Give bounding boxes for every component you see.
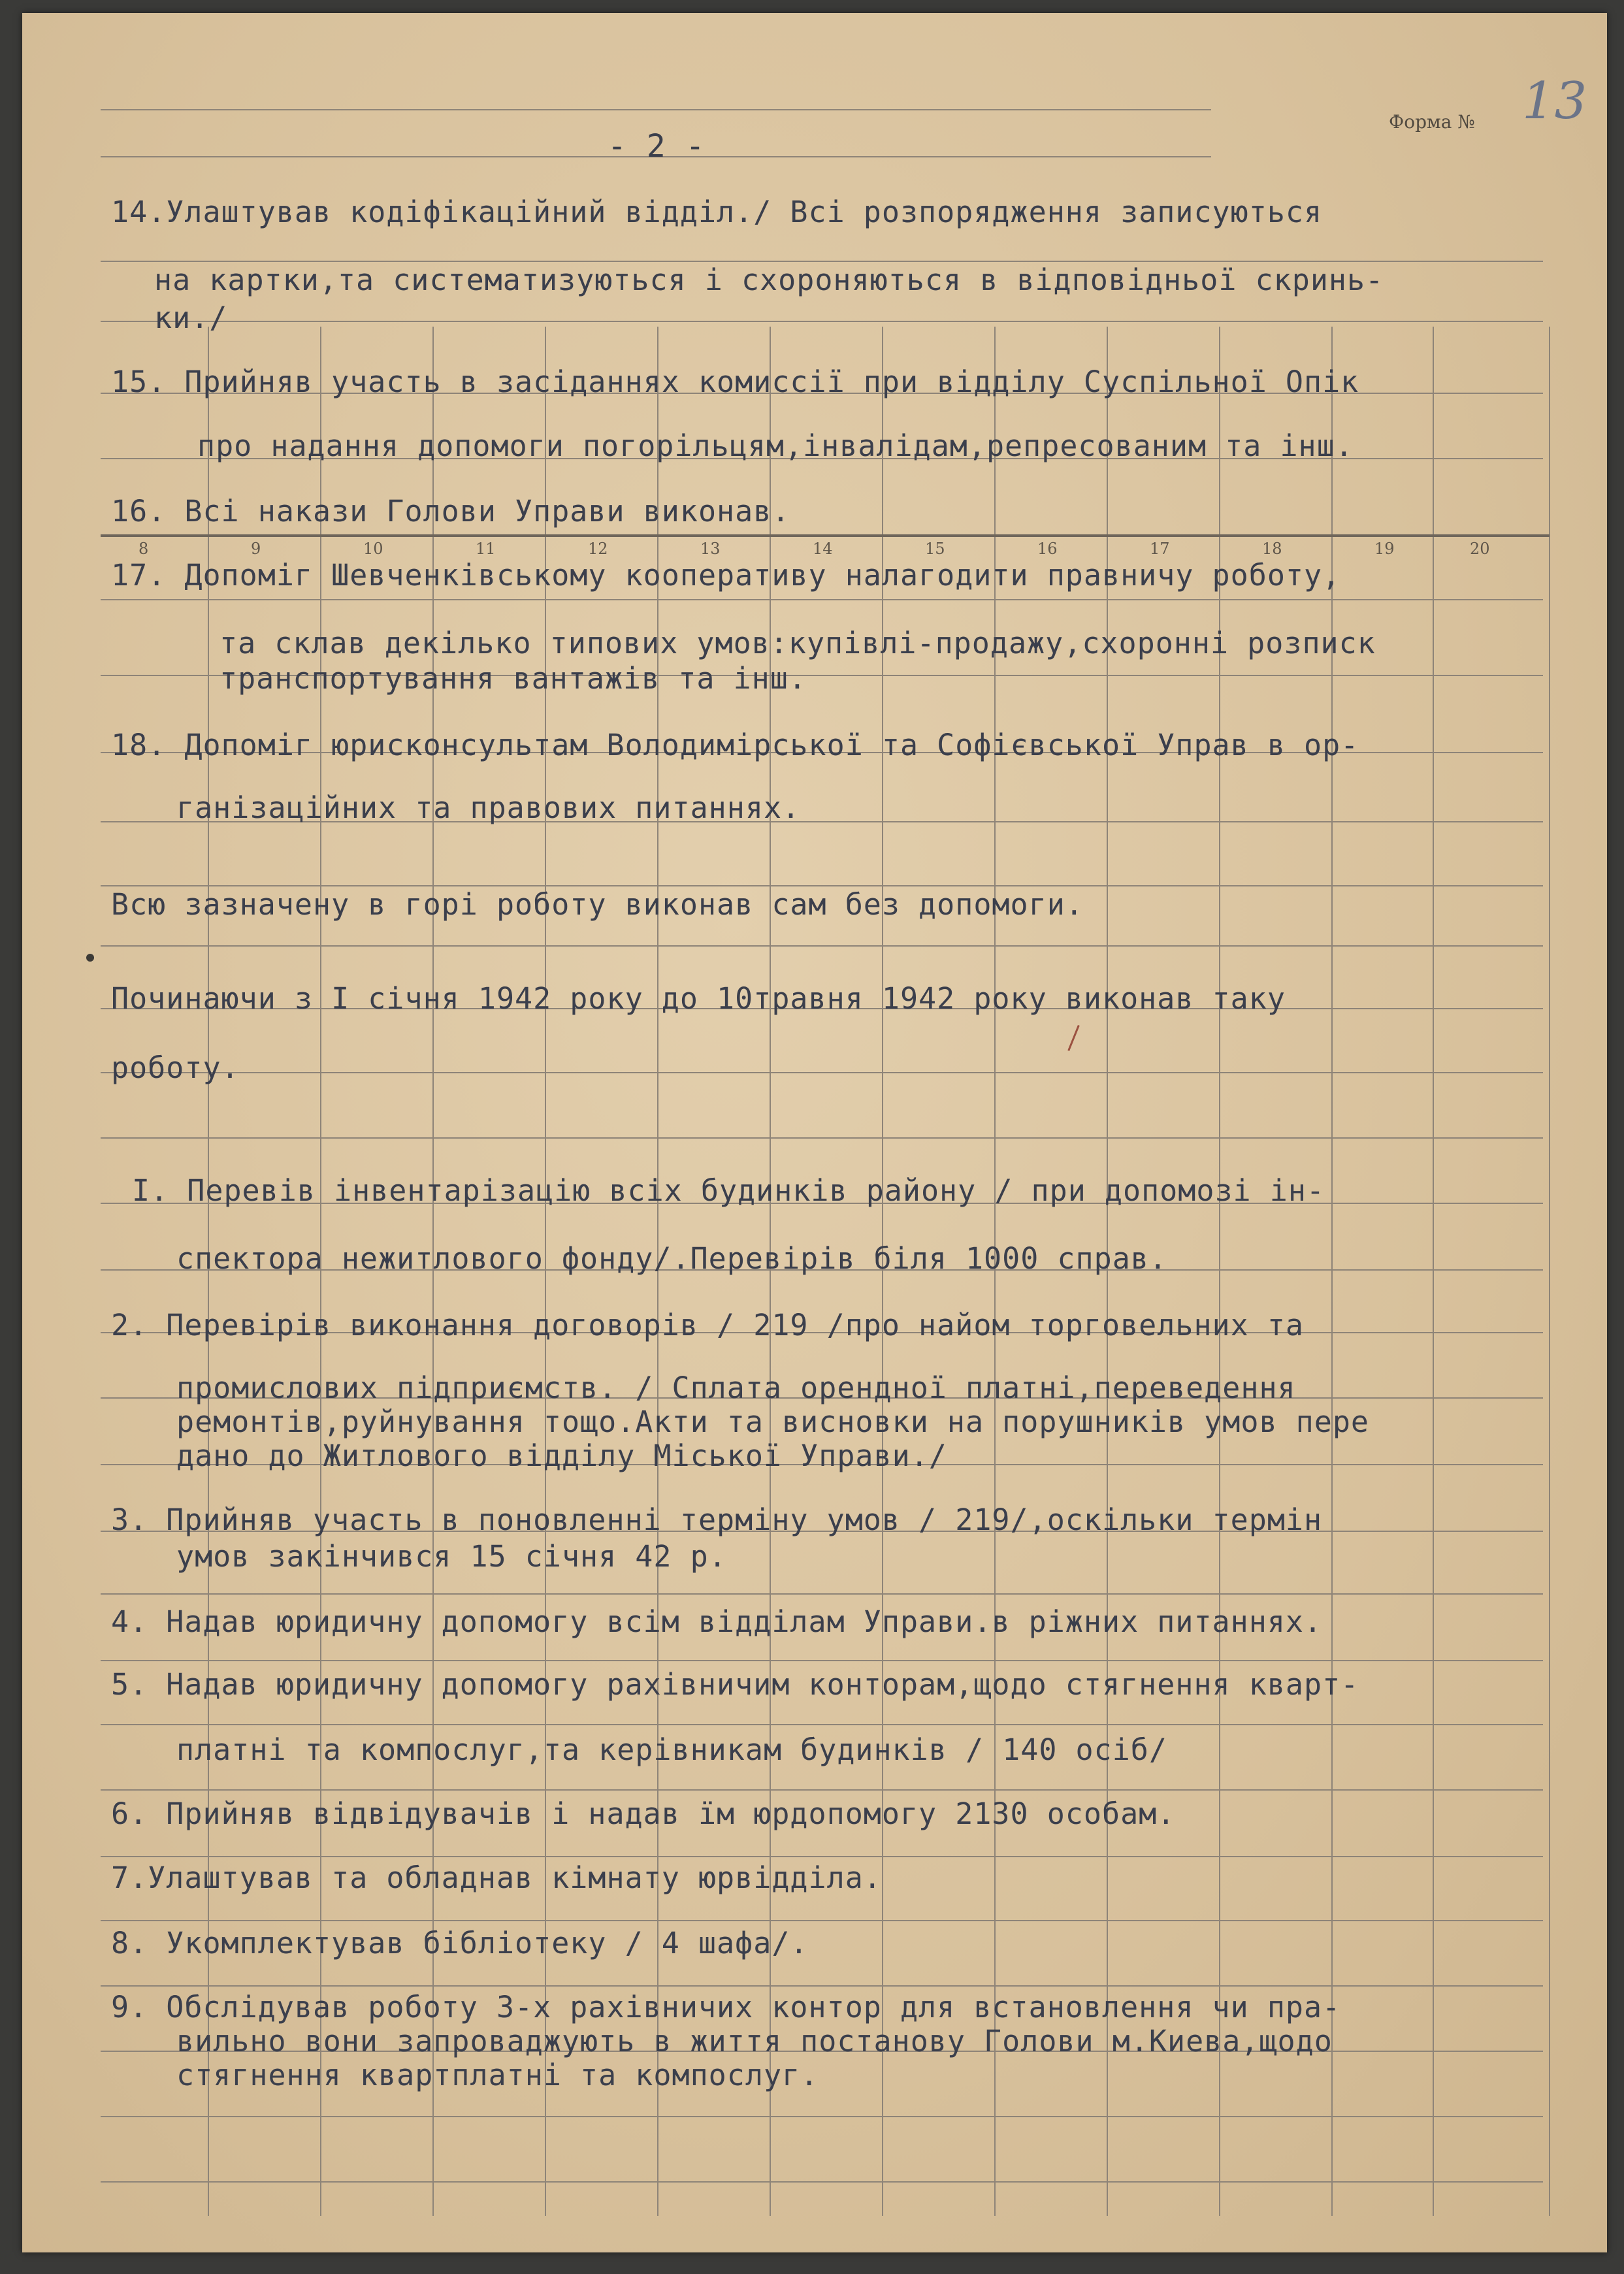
column-number: 19 (1374, 540, 1395, 558)
text-line: 17. Допоміг Шевченківському кооперативу налагодити правничу роботу, (111, 558, 1341, 593)
sheet-number: 13 (1522, 72, 1587, 131)
text-line: ремонтів,руйнування тощо.Акти та висновки на порушників умов пере (176, 1405, 1369, 1439)
text-line: Починаючи з I січня 1942 року до 10травня 1942 року виконав таку (111, 981, 1286, 1016)
column-number: 11 (476, 540, 496, 558)
text-line: стягнення квартплатні та компослуг. (176, 2058, 819, 2092)
column-number: 18 (1262, 540, 1282, 558)
text-line: 5. Надав юридичну допомогу рахівничим конторам,щодо стягнення кварт- (111, 1667, 1359, 1702)
text-line: вильно вони запроваджують в життя постанову Голови м.Киева,щодо (176, 2024, 1333, 2058)
text-line: I. Перевів інвентарізацію всіх будинків району / при допомозі ін- (132, 1173, 1325, 1208)
text-line: ки./ (154, 300, 228, 335)
column-number: 12 (588, 540, 608, 558)
text-line: 15. Прийняв участь в засіданнях комиссії при відділу Суспільної Опік (111, 365, 1359, 399)
column-number: 14 (813, 540, 833, 558)
text-line: платні та компослуг,та керівникам будинків / 140 осіб/ (176, 1732, 1167, 1767)
text-line: промислових підприємств. / Сплата орендної платні,переведення (176, 1371, 1296, 1405)
column-number: 17 (1150, 540, 1170, 558)
text-line: 9. Обслідував роботу 3-х рахівничих контор для встановлення чи пра- (111, 1990, 1341, 2024)
text-line: спектора нежитлового фонду/.Перевірів біля 1000 справ. (176, 1241, 1167, 1276)
text-line: Всю зазначену в горі роботу виконав сам без допомоги. (111, 887, 1084, 922)
text-line: 6. Прийняв відвідувачів і надав їм юрдопомогу 2130 особам. (111, 1796, 1176, 1831)
column-number: 13 (700, 540, 721, 558)
text-line: 3. Прийняв участь в поновленні терміну умов / 219/,оскільки термін (111, 1502, 1323, 1537)
text-line: 7.Улаштував та обладнав кімнату юрвідділа. (111, 1860, 882, 1895)
text-line: 4. Надав юридичну допомогу всім відділам Управи.в ріжних питаннях. (111, 1604, 1323, 1639)
punch-hole (86, 954, 94, 962)
page-number: - 2 - (608, 128, 706, 165)
column-number: 8 (138, 540, 149, 558)
text-line: транспортування вантажів та інш. (219, 661, 807, 696)
text-line: 8. Укомплектував бібліотеку / 4 шафа/. (111, 1926, 809, 1960)
column-number: 9 (251, 540, 261, 558)
text-line: 18. Допоміг юрисконсультам Володимірської та Софієвської Управ в ор- (111, 728, 1359, 762)
text-line: дано до Житлового відділу Міської Управи./ (176, 1438, 947, 1473)
text-line: 16. Всі накази Голови Управи виконав. (111, 494, 790, 528)
text-line: про надання допомоги погорільцям,інвалідам,репресованим та інш. (197, 429, 1354, 463)
text-line: 2. Перевірів виконання договорів / 219 /про найом торговельних та (111, 1308, 1304, 1342)
column-number: 15 (925, 540, 945, 558)
text-line: на картки,та систематизуються і схороняються в відповідньої скринь- (154, 263, 1384, 297)
column-number: 10 (363, 540, 383, 558)
text-line: умов закінчився 15 січня 42 р. (176, 1539, 727, 1574)
column-number: 20 (1470, 540, 1490, 558)
text-line: та склав декілько типових умов:купівлі-продажу,схоронні розписк (219, 626, 1376, 660)
column-number: 16 (1037, 540, 1058, 558)
form-grid (22, 13, 1607, 2252)
text-line: 14.Улаштував кодіфікаційний відділ./ Всі розпорядження записуються (111, 195, 1323, 229)
text-line: роботу. (111, 1050, 240, 1085)
text-line: ганізаційних та правових питаннях. (176, 790, 801, 825)
document-page (22, 13, 1607, 2252)
form-label: Форма № (1389, 111, 1475, 133)
